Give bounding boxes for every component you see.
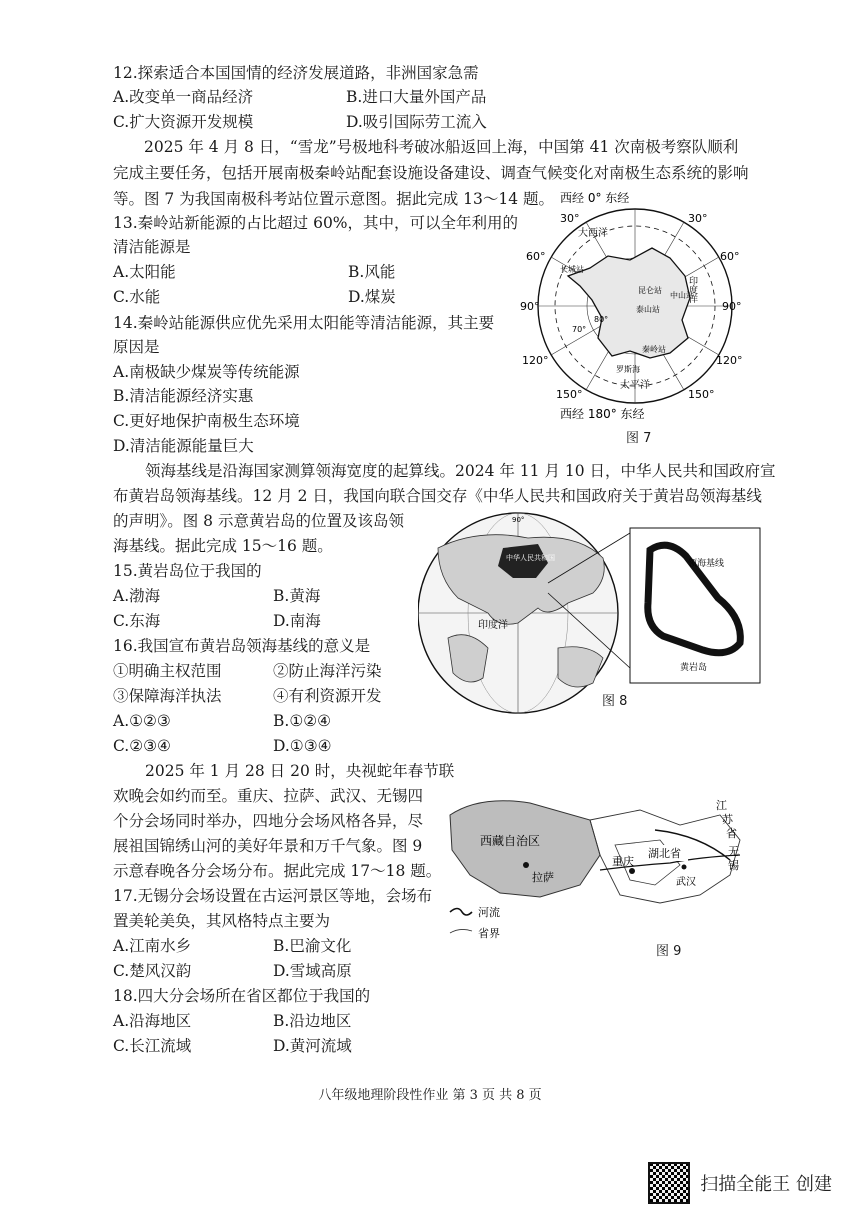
fig7-lon120-left: 120° [522,354,549,367]
fig7-ross-sea: 罗斯海 [616,365,640,374]
fig7-lon60-left: 60° [526,250,546,263]
fig7-pacific: 太平洋 [620,380,650,391]
intro-huangyan-line2: 布黄岩岛领海基线。12 月 2 日，我国向联合国交存《中华人民共和国政府关于黄岩岛领海基线 [113,487,762,505]
q13-option-b: B.风能 [348,263,396,281]
fig8-baseline: 领海基线 [688,559,725,569]
q15-option-b: B.黄海 [273,587,321,605]
q16-option-a: A.①②③ [113,712,171,730]
q15-option-c: C.东海 [113,612,161,630]
intro-gala-line3: 个分会场同时举办，四地分会场风格各异，尽 [113,812,424,830]
fig9-wuxi-1: 无 [728,845,739,858]
scanner-stamp [648,1162,832,1204]
q14-option-c: C.更好地保护南极生态环境 [113,412,300,430]
q17-option-a: A.江南水乡 [113,937,192,955]
fig8-india-ocean: 印度洋 [478,620,508,631]
figure-8-huangyan-map [418,508,768,733]
q14-option-a: A.南极缺少煤炭等传统能源 [113,363,300,381]
fig7-atlantic: 大西洋 [578,228,608,239]
intro-gala-line2: 欢晚会如约而至。重庆、拉萨、武汉、无锡四 [113,787,424,805]
fig7-great-wall: 长城站 [560,265,584,274]
fig7-lon90-left: 90° [520,300,540,313]
q15-stem: 15.黄岩岛位于我国的 [113,562,262,580]
fig7-qinling: 秦岭站 [642,345,666,354]
q14-option-d: D.清洁能源能量巨大 [113,437,254,455]
fig7-taishan: 泰山站 [636,305,660,314]
q16-statement-2: ②防止海洋污染 [273,662,382,680]
fig8-island: 黄岩岛 [680,663,708,673]
fig9-legend-border: 省界 [478,927,500,940]
q12-option-b: B.进口大量外国产品 [346,88,487,106]
fig9-jiangsu-2: 苏 [722,813,733,826]
q14-stem-line2: 原因是 [113,338,160,356]
fig7-lon90-right: 90° [722,300,742,313]
fig9-lhasa: 拉萨 [532,871,554,884]
intro-huangyan-line1: 领海基线是沿海国家测算领海宽度的起算线。2024 年 11 月 10 日，中华人民共和国政府宣 [145,462,776,480]
intro-huangyan-line3: 的声明》。图 8 示意黄岩岛的位置及该岛领 [113,512,404,530]
fig9-hubei: 湖北省 [648,847,681,860]
intro-huangyan-line4: 海基线。据此完成 15～16 题。 [113,537,333,555]
fig7-indian: 印度洋 [687,276,697,303]
fig7-zhongshan: 中山站 [670,291,694,300]
q16-statement-1: ①明确主权范围 [113,662,222,680]
q18-option-b: B.沿边地区 [273,1012,352,1030]
q15-option-d: D.南海 [273,612,321,630]
q15-option-a: A.渤海 [113,587,161,605]
q12-option-d: D.吸引国际劳工流入 [346,113,487,131]
q14-option-b: B.清洁能源经济实惠 [113,387,254,405]
fig9-wuxi-2: 锡 [728,859,739,872]
q16-option-b: B.①②④ [273,712,332,730]
fig7-bottom-label: 西经 180° 东经 [560,407,645,421]
fig9-legend-river: 河流 [478,906,500,919]
q17-option-c: C.楚风汉韵 [113,962,192,980]
q18-option-c: C.长江流域 [113,1037,192,1055]
fig7-lon150-right: 150° [688,388,715,401]
intro-antarctic: 2025 年 4 月 8 日，“雪龙”号极地科考破冰船返回上海，中国第 41 次南极考察队顺利完成主要任务，包括开展南极秦岭站配套设施设备建设、调查气候变化对南极生态系统的影响等。图 7 为我国南极科考站位置示意图。据此完成 13～14 题。 [113,138,749,208]
q13-stem-line1: 13.秦岭站新能源的占比超过 60%，其中，可以全年利用的 [113,214,519,232]
q13-stem-line2: 清洁能源是 [113,238,191,256]
q16-option-c: C.②③④ [113,737,171,755]
q17-stem-line2: 置美轮美奂，其风格特点主要为 [113,912,331,930]
fig8-lon90: 90° [512,516,525,524]
scanner-stamp-text: 扫描全能王 创建 [700,1174,832,1195]
page-footer: 八年级地理阶段性作业 第 3 页 共 8 页 [318,1088,542,1103]
q13-option-a: A.太阳能 [113,263,176,281]
q18-stem: 18.四大分会场所在省区都位于我国的 [113,987,371,1005]
fig7-caption: 图 7 [626,431,652,446]
fig7-lat80: 80° [594,315,609,324]
fig7-lon120-right: 120° [716,354,743,367]
fig7-lon60-right: 60° [720,250,740,263]
q16-stem: 16.我国宣布黄岩岛领海基线的意义是 [113,637,371,655]
qr-code-icon [648,1162,690,1204]
fig7-lon30-right: 30° [688,212,708,225]
fig7-lon150-left: 150° [556,388,583,401]
q17-option-b: B.巴渝文化 [273,937,352,955]
q16-statement-4: ④有利资源开发 [273,687,382,705]
intro-gala-line1: 2025 年 1 月 28 日 20 时，央视蛇年春节联 [145,762,455,780]
fig9-tibet: 西藏自治区 [480,834,541,848]
fig9-jiangsu-3: 省 [726,827,737,840]
fig7-top-label: 西经 0° 东经 [560,191,630,205]
q17-stem-line1: 17.无锡分会场设置在古运河景区等地，会场布 [113,887,433,905]
fig9-jiangsu-1: 江 [716,799,727,812]
fig7-kunlun: 昆仑站 [638,286,662,295]
q13-option-d: D.煤炭 [348,288,396,306]
fig7-lon30-left: 30° [560,212,580,225]
q12-option-a: A.改变单一商品经济 [113,88,254,106]
fig8-china: 中华人民共和国 [506,554,555,562]
figure-7-antarctic-map [520,188,750,428]
q16-option-d: D.①③④ [273,737,332,755]
intro-gala-line5: 示意春晚各分会场分布。据此完成 17～18 题。 [113,862,442,880]
q12-stem: 12.探索适合本国国情的经济发展道路，非洲国家急需 [113,64,479,82]
fig9-caption: 图 9 [656,944,682,959]
intro-gala-line4: 展祖国锦绣山河的美好年景和万千气象。图 9 [113,837,423,855]
q17-option-d: D.雪域高原 [273,962,352,980]
figure-9-gala-map [440,785,760,945]
q16-statement-3: ③保障海洋执法 [113,687,222,705]
fig7-lat70: 70° [572,325,587,334]
q18-option-a: A.沿海地区 [113,1012,192,1030]
fig8-caption: 图 8 [602,694,628,709]
fig9-chongqing: 重庆 [612,855,634,868]
q14-stem-line1: 14.秦岭站能源供应优先采用太阳能等清洁能源，其主要 [113,314,495,332]
q18-option-d: D.黄河流域 [273,1037,352,1055]
fig9-wuhan: 武汉 [676,877,696,888]
q12-option-c: C.扩大资源开发规模 [113,113,254,131]
q13-option-c: C.水能 [113,288,161,306]
